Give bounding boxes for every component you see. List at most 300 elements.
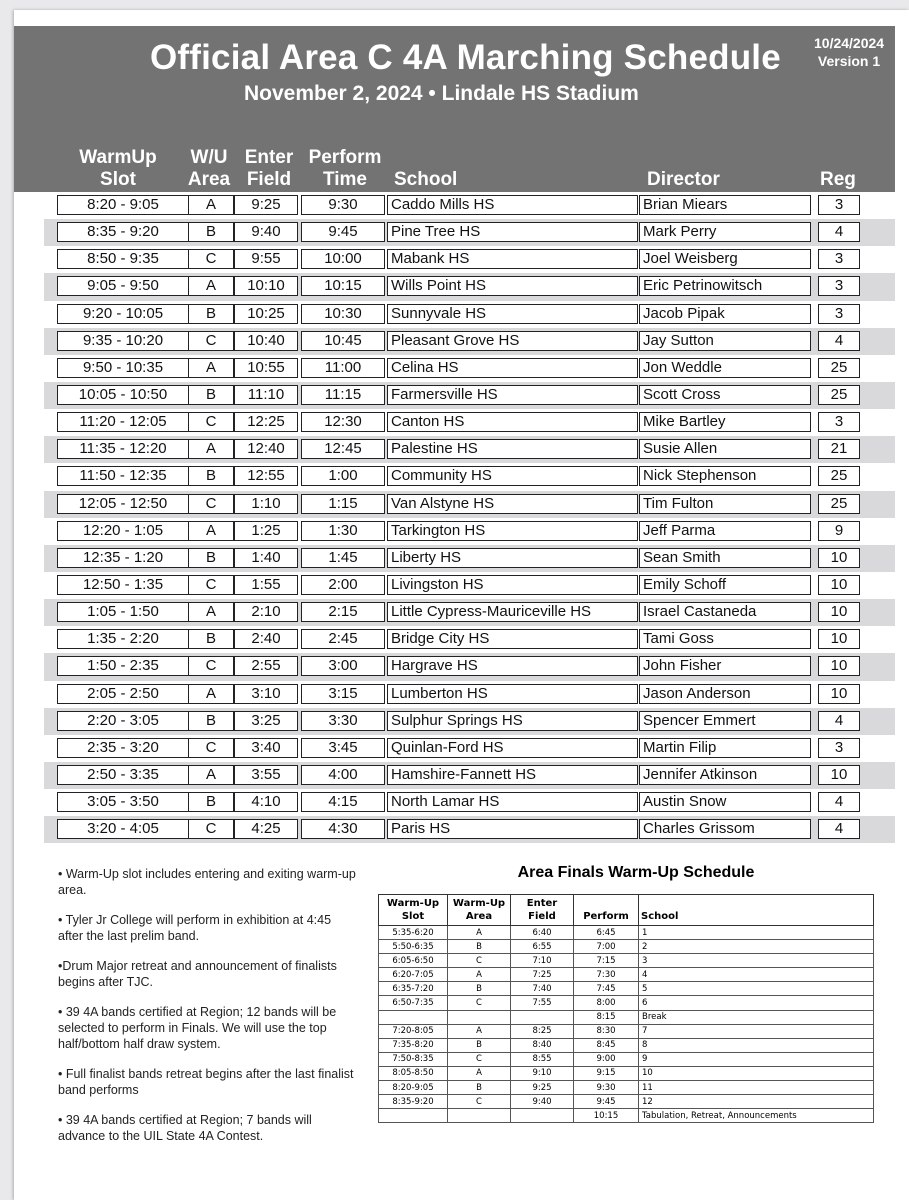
area-cell: C bbox=[188, 249, 234, 269]
area-cell: B bbox=[188, 304, 234, 324]
finals-area-cell: C bbox=[448, 954, 511, 968]
finals-area-cell: C bbox=[448, 1052, 511, 1066]
perform-time-cell: 3:15 bbox=[301, 684, 385, 704]
schedule-row bbox=[44, 735, 895, 762]
finals-perform-cell: 6:45 bbox=[574, 926, 639, 940]
reg-cell: 4 bbox=[818, 792, 860, 812]
finals-area-cell: A bbox=[448, 926, 511, 940]
director-cell: Joel Weisberg bbox=[639, 249, 811, 269]
perform-time-cell: 1:30 bbox=[301, 521, 385, 541]
schedule-row bbox=[44, 219, 895, 246]
enter-field-cell: 10:10 bbox=[234, 276, 298, 296]
finals-area-cell: B bbox=[448, 1038, 511, 1052]
finals-perform-cell: 7:30 bbox=[574, 968, 639, 982]
finals-enter-cell: 7:25 bbox=[511, 968, 574, 982]
finals-enter-cell: 8:55 bbox=[511, 1052, 574, 1066]
area-cell: A bbox=[188, 521, 234, 541]
finals-enter-cell: 7:55 bbox=[511, 996, 574, 1010]
col-header-area bbox=[183, 147, 235, 191]
perform-time-cell: 4:30 bbox=[301, 819, 385, 839]
version-date: 10/24/2024 bbox=[814, 35, 885, 51]
finals-perform-cell: 9:30 bbox=[574, 1081, 639, 1095]
reg-cell: 4 bbox=[818, 819, 860, 839]
finals-table bbox=[378, 894, 874, 1123]
school-cell: Little Cypress-Mauriceville HS bbox=[387, 602, 638, 622]
perform-time-cell: 1:45 bbox=[301, 548, 385, 568]
finals-area-cell: A bbox=[448, 1024, 511, 1038]
finals-school-cell: 4 bbox=[639, 968, 874, 982]
finals-perform-cell: 7:45 bbox=[574, 982, 639, 996]
finals-slot-cell: 5:50-6:35 bbox=[379, 940, 448, 954]
finals-row bbox=[379, 1066, 874, 1080]
warmup-slot-cell: 12:50 - 1:35 bbox=[57, 575, 189, 595]
finals-perform-cell: 10:15 bbox=[574, 1109, 639, 1123]
school-cell: Livingston HS bbox=[387, 575, 638, 595]
reg-cell: 4 bbox=[818, 222, 860, 242]
area-cell: C bbox=[188, 819, 234, 839]
perform-time-cell: 12:45 bbox=[301, 439, 385, 459]
finals-row bbox=[379, 926, 874, 940]
finals-perform-cell: 9:00 bbox=[574, 1052, 639, 1066]
director-cell: Spencer Emmert bbox=[639, 711, 811, 731]
area-cell: A bbox=[188, 684, 234, 704]
finals-col-perform: Perform bbox=[574, 895, 639, 926]
director-cell: Jennifer Atkinson bbox=[639, 765, 811, 785]
finals-row bbox=[379, 1109, 874, 1123]
school-cell: Mabank HS bbox=[387, 249, 638, 269]
finals-col-area-line1: Warm-Up bbox=[452, 898, 506, 909]
schedule-row bbox=[44, 246, 895, 273]
school-cell: Farmersville HS bbox=[387, 385, 638, 405]
version-info bbox=[814, 34, 884, 70]
area-cell: C bbox=[188, 656, 234, 676]
finals-row bbox=[379, 940, 874, 954]
schedule-row bbox=[44, 762, 895, 789]
finals-header-row bbox=[379, 895, 874, 926]
director-cell: Sean Smith bbox=[639, 548, 811, 568]
col-header-enter-line1: Enter bbox=[244, 147, 294, 168]
finals-school-cell: 5 bbox=[639, 982, 874, 996]
warmup-slot-cell: 3:05 - 3:50 bbox=[57, 792, 189, 812]
warmup-slot-cell: 3:20 - 4:05 bbox=[57, 819, 189, 839]
reg-cell: 4 bbox=[818, 331, 860, 351]
col-header-enter-line2: Field bbox=[246, 169, 292, 190]
perform-time-cell: 1:15 bbox=[301, 494, 385, 514]
director-cell: Charles Grissom bbox=[639, 819, 811, 839]
finals-slot-cell bbox=[379, 1109, 448, 1123]
finals-area-cell bbox=[448, 1010, 511, 1024]
finals-slot-cell: 8:20-9:05 bbox=[379, 1081, 448, 1095]
finals-slot-cell: 6:35-7:20 bbox=[379, 982, 448, 996]
director-cell: Jeff Parma bbox=[639, 521, 811, 541]
finals-area-cell: B bbox=[448, 1081, 511, 1095]
schedule-row bbox=[44, 681, 895, 708]
enter-field-cell: 1:25 bbox=[234, 521, 298, 541]
finals-enter-cell: 6:40 bbox=[511, 926, 574, 940]
perform-time-cell: 10:45 bbox=[301, 331, 385, 351]
finals-perform-cell: 8:45 bbox=[574, 1038, 639, 1052]
schedule-row bbox=[44, 301, 895, 328]
finals-slot-cell: 7:50-8:35 bbox=[379, 1052, 448, 1066]
reg-cell: 3 bbox=[818, 304, 860, 324]
warmup-slot-cell: 2:35 - 3:20 bbox=[57, 738, 189, 758]
director-cell: Susie Allen bbox=[639, 439, 811, 459]
warmup-slot-cell: 8:50 - 9:35 bbox=[57, 249, 189, 269]
col-header-perform-line1: Perform bbox=[308, 147, 382, 168]
finals-school-cell: 7 bbox=[639, 1024, 874, 1038]
school-cell: Quinlan-Ford HS bbox=[387, 738, 638, 758]
note-item: • 39 4A bands certified at Region; 12 bands will be selected to perform in Finals. We will use the top half/bottom half draw system. bbox=[58, 1005, 337, 1051]
school-cell: Celina HS bbox=[387, 358, 638, 378]
finals-school-cell: 2 bbox=[639, 940, 874, 954]
schedule-row bbox=[44, 708, 895, 735]
reg-cell: 10 bbox=[818, 629, 860, 649]
note-item: • Tyler Jr College will perform in exhibition at 4:45 after the last prelim band. bbox=[58, 913, 332, 943]
reg-cell: 10 bbox=[818, 765, 860, 785]
schedule-row bbox=[44, 382, 895, 409]
school-cell: Liberty HS bbox=[387, 548, 638, 568]
finals-slot-cell: 6:50-7:35 bbox=[379, 996, 448, 1010]
enter-field-cell: 4:25 bbox=[234, 819, 298, 839]
finals-perform-cell: 9:45 bbox=[574, 1095, 639, 1109]
finals-col-enter-line2: Field bbox=[528, 911, 556, 922]
finals-slot-cell: 6:20-7:05 bbox=[379, 968, 448, 982]
warmup-slot-cell: 11:20 - 12:05 bbox=[57, 412, 189, 432]
enter-field-cell: 3:40 bbox=[234, 738, 298, 758]
enter-field-cell: 11:10 bbox=[234, 385, 298, 405]
col-header-director: Director bbox=[647, 169, 720, 190]
finals-row bbox=[379, 1010, 874, 1024]
warmup-slot-cell: 9:05 - 9:50 bbox=[57, 276, 189, 296]
school-cell: Sulphur Springs HS bbox=[387, 711, 638, 731]
finals-slot-cell: 6:05-6:50 bbox=[379, 954, 448, 968]
area-cell: B bbox=[188, 629, 234, 649]
finals-perform-cell: 8:15 bbox=[574, 1010, 639, 1024]
director-cell: Brian Miears bbox=[639, 195, 811, 215]
reg-cell: 3 bbox=[818, 249, 860, 269]
finals-col-slot-line1: Warm-Up bbox=[386, 898, 440, 909]
finals-title: Area Finals Warm-Up Schedule bbox=[517, 864, 755, 881]
school-cell: Caddo Mills HS bbox=[387, 195, 638, 215]
schedule-row bbox=[44, 491, 895, 518]
finals-area-cell: A bbox=[448, 968, 511, 982]
director-cell: Jason Anderson bbox=[639, 684, 811, 704]
schedule-table bbox=[44, 192, 895, 843]
enter-field-cell: 3:10 bbox=[234, 684, 298, 704]
enter-field-cell: 10:55 bbox=[234, 358, 298, 378]
col-header-reg: Reg bbox=[820, 169, 856, 190]
school-cell: Sunnyvale HS bbox=[387, 304, 638, 324]
finals-school-cell: 11 bbox=[639, 1081, 874, 1095]
warmup-slot-cell: 12:35 - 1:20 bbox=[57, 548, 189, 568]
area-cell: A bbox=[188, 358, 234, 378]
enter-field-cell: 2:40 bbox=[234, 629, 298, 649]
enter-field-cell: 1:55 bbox=[234, 575, 298, 595]
col-header-school: School bbox=[394, 169, 458, 190]
finals-school-cell: 9 bbox=[639, 1052, 874, 1066]
finals-row bbox=[379, 996, 874, 1010]
finals-school-cell: 10 bbox=[639, 1066, 874, 1080]
finals-area-cell bbox=[448, 1109, 511, 1123]
enter-field-cell: 12:40 bbox=[234, 439, 298, 459]
school-cell: Wills Point HS bbox=[387, 276, 638, 296]
area-cell: B bbox=[188, 222, 234, 242]
school-cell: Lumberton HS bbox=[387, 684, 638, 704]
perform-time-cell: 3:45 bbox=[301, 738, 385, 758]
director-cell: Emily Schoff bbox=[639, 575, 811, 595]
schedule-row bbox=[44, 545, 895, 572]
enter-field-cell: 9:40 bbox=[234, 222, 298, 242]
reg-cell: 3 bbox=[818, 276, 860, 296]
perform-time-cell: 12:30 bbox=[301, 412, 385, 432]
finals-school-cell: 8 bbox=[639, 1038, 874, 1052]
area-cell: A bbox=[188, 439, 234, 459]
reg-cell: 10 bbox=[818, 548, 860, 568]
finals-perform-cell: 8:00 bbox=[574, 996, 639, 1010]
finals-row bbox=[379, 1038, 874, 1052]
finals-row bbox=[379, 1095, 874, 1109]
finals-col-school: School bbox=[639, 895, 874, 926]
school-cell: Pleasant Grove HS bbox=[387, 331, 638, 351]
schedule-row bbox=[44, 789, 895, 816]
school-cell: Pine Tree HS bbox=[387, 222, 638, 242]
enter-field-cell: 2:55 bbox=[234, 656, 298, 676]
finals-slot-cell: 8:35-9:20 bbox=[379, 1095, 448, 1109]
warmup-slot-cell: 10:05 - 10:50 bbox=[57, 385, 189, 405]
area-cell: B bbox=[188, 466, 234, 486]
school-cell: Palestine HS bbox=[387, 439, 638, 459]
finals-row bbox=[379, 1081, 874, 1095]
perform-time-cell: 2:45 bbox=[301, 629, 385, 649]
notes-list bbox=[58, 866, 358, 1158]
finals-area-cell: C bbox=[448, 1095, 511, 1109]
perform-time-cell: 2:00 bbox=[301, 575, 385, 595]
director-cell: Tami Goss bbox=[639, 629, 811, 649]
schedule-row bbox=[44, 355, 895, 382]
version-label: Version 1 bbox=[817, 53, 881, 69]
area-cell: B bbox=[188, 711, 234, 731]
school-cell: Hamshire-Fannett HS bbox=[387, 765, 638, 785]
director-cell: Eric Petrinowitsch bbox=[639, 276, 811, 296]
enter-field-cell: 1:10 bbox=[234, 494, 298, 514]
finals-slot-cell: 8:05-8:50 bbox=[379, 1066, 448, 1080]
enter-field-cell: 12:25 bbox=[234, 412, 298, 432]
finals-school-cell: 12 bbox=[639, 1095, 874, 1109]
schedule-row bbox=[44, 192, 895, 219]
director-cell: Jay Sutton bbox=[639, 331, 811, 351]
enter-field-cell: 3:25 bbox=[234, 711, 298, 731]
finals-enter-cell: 7:40 bbox=[511, 982, 574, 996]
finals-col-enter-line1: Enter bbox=[526, 898, 558, 909]
schedule-row bbox=[44, 816, 895, 843]
reg-cell: 3 bbox=[818, 738, 860, 758]
area-cell: B bbox=[188, 385, 234, 405]
school-cell: Van Alstyne HS bbox=[387, 494, 638, 514]
warmup-slot-cell: 2:50 - 3:35 bbox=[57, 765, 189, 785]
schedule-header bbox=[14, 26, 895, 192]
schedule-row bbox=[44, 409, 895, 436]
perform-time-cell: 11:00 bbox=[301, 358, 385, 378]
reg-cell: 3 bbox=[818, 412, 860, 432]
warmup-slot-cell: 1:05 - 1:50 bbox=[57, 602, 189, 622]
reg-cell: 3 bbox=[818, 195, 860, 215]
school-cell: Community HS bbox=[387, 466, 638, 486]
col-header-area-line2: Area bbox=[187, 169, 231, 190]
area-cell: C bbox=[188, 331, 234, 351]
finals-enter-cell bbox=[511, 1109, 574, 1123]
finals-row bbox=[379, 1052, 874, 1066]
col-header-area-line1: W/U bbox=[190, 147, 228, 168]
area-cell: A bbox=[188, 195, 234, 215]
finals-school-cell: 1 bbox=[639, 926, 874, 940]
warmup-slot-cell: 9:35 - 10:20 bbox=[57, 331, 189, 351]
page-subtitle: November 2, 2024 • Lindale HS Stadium bbox=[244, 82, 639, 105]
finals-perform-cell: 7:15 bbox=[574, 954, 639, 968]
finals-section bbox=[372, 850, 900, 1190]
director-cell: John Fisher bbox=[639, 656, 811, 676]
director-cell: Jacob Pipak bbox=[639, 304, 811, 324]
area-cell: C bbox=[188, 575, 234, 595]
finals-school-cell: Break bbox=[639, 1010, 874, 1024]
finals-col-enter bbox=[511, 895, 574, 926]
area-cell: A bbox=[188, 765, 234, 785]
director-cell: Israel Castaneda bbox=[639, 602, 811, 622]
enter-field-cell: 9:55 bbox=[234, 249, 298, 269]
perform-time-cell: 10:00 bbox=[301, 249, 385, 269]
reg-cell: 25 bbox=[818, 466, 860, 486]
perform-time-cell: 2:15 bbox=[301, 602, 385, 622]
finals-enter-cell: 8:40 bbox=[511, 1038, 574, 1052]
finals-enter-cell: 8:25 bbox=[511, 1024, 574, 1038]
reg-cell: 25 bbox=[818, 494, 860, 514]
col-header-perform-line2: Time bbox=[322, 169, 367, 190]
col-header-warmup-line1: WarmUp bbox=[79, 147, 157, 168]
area-cell: B bbox=[188, 548, 234, 568]
note-item: • Full finalist bands retreat begins after the last finalist band performs bbox=[58, 1067, 354, 1097]
finals-enter-cell: 6:55 bbox=[511, 940, 574, 954]
director-cell: Tim Fulton bbox=[639, 494, 811, 514]
perform-time-cell: 10:15 bbox=[301, 276, 385, 296]
reg-cell: 21 bbox=[818, 439, 860, 459]
director-cell: Jon Weddle bbox=[639, 358, 811, 378]
school-cell: North Lamar HS bbox=[387, 792, 638, 812]
finals-col-slot-line2: Slot bbox=[401, 911, 425, 922]
note-item: • Warm-Up slot includes entering and exiting warm-up area. bbox=[58, 867, 356, 897]
director-cell: Austin Snow bbox=[639, 792, 811, 812]
school-cell: Paris HS bbox=[387, 819, 638, 839]
school-cell: Tarkington HS bbox=[387, 521, 638, 541]
finals-col-area bbox=[448, 895, 511, 926]
schedule-row bbox=[44, 653, 895, 680]
reg-cell: 10 bbox=[818, 684, 860, 704]
director-cell: Mike Bartley bbox=[639, 412, 811, 432]
finals-slot-cell bbox=[379, 1010, 448, 1024]
schedule-row bbox=[44, 626, 895, 653]
finals-enter-cell: 9:40 bbox=[511, 1095, 574, 1109]
director-cell: Scott Cross bbox=[639, 385, 811, 405]
finals-enter-cell bbox=[511, 1010, 574, 1024]
finals-enter-cell: 9:25 bbox=[511, 1081, 574, 1095]
perform-time-cell: 4:15 bbox=[301, 792, 385, 812]
reg-cell: 25 bbox=[818, 358, 860, 378]
warmup-slot-cell: 12:05 - 12:50 bbox=[57, 494, 189, 514]
schedule-row bbox=[44, 518, 895, 545]
finals-slot-cell: 7:35-8:20 bbox=[379, 1038, 448, 1052]
school-cell: Canton HS bbox=[387, 412, 638, 432]
director-cell: Mark Perry bbox=[639, 222, 811, 242]
finals-perform-cell: 9:15 bbox=[574, 1066, 639, 1080]
finals-row bbox=[379, 954, 874, 968]
page-title: Official Area C 4A Marching Schedule bbox=[150, 38, 781, 77]
school-cell: Bridge City HS bbox=[387, 629, 638, 649]
finals-slot-cell: 5:35-6:20 bbox=[379, 926, 448, 940]
warmup-slot-cell: 1:50 - 2:35 bbox=[57, 656, 189, 676]
perform-time-cell: 9:30 bbox=[301, 195, 385, 215]
finals-area-cell: B bbox=[448, 982, 511, 996]
reg-cell: 25 bbox=[818, 385, 860, 405]
warmup-slot-cell: 2:20 - 3:05 bbox=[57, 711, 189, 731]
enter-field-cell: 4:10 bbox=[234, 792, 298, 812]
finals-school-cell: Tabulation, Retreat, Announcements bbox=[639, 1109, 874, 1123]
area-cell: A bbox=[188, 276, 234, 296]
schedule-row bbox=[44, 463, 895, 490]
finals-perform-cell: 7:00 bbox=[574, 940, 639, 954]
finals-enter-cell: 9:10 bbox=[511, 1066, 574, 1080]
warmup-slot-cell: 9:50 - 10:35 bbox=[57, 358, 189, 378]
reg-cell: 9 bbox=[818, 521, 860, 541]
director-cell: Nick Stephenson bbox=[639, 466, 811, 486]
reg-cell: 10 bbox=[818, 575, 860, 595]
finals-school-cell: 3 bbox=[639, 954, 874, 968]
finals-area-cell: A bbox=[448, 1066, 511, 1080]
perform-time-cell: 9:45 bbox=[301, 222, 385, 242]
enter-field-cell: 12:55 bbox=[234, 466, 298, 486]
schedule-row bbox=[44, 273, 895, 300]
area-cell: C bbox=[188, 738, 234, 758]
finals-col-slot bbox=[379, 895, 448, 926]
col-header-warmup-slot bbox=[74, 147, 162, 191]
finals-row bbox=[379, 982, 874, 996]
area-cell: C bbox=[188, 494, 234, 514]
finals-area-cell: B bbox=[448, 940, 511, 954]
warmup-slot-cell: 11:50 - 12:35 bbox=[57, 466, 189, 486]
col-header-perform-time bbox=[302, 147, 388, 191]
warmup-slot-cell: 2:05 - 2:50 bbox=[57, 684, 189, 704]
enter-field-cell: 2:10 bbox=[234, 602, 298, 622]
director-cell: Martin Filip bbox=[639, 738, 811, 758]
schedule-row bbox=[44, 599, 895, 626]
note-item: •Drum Major retreat and announcement of finalists begins after TJC. bbox=[58, 959, 337, 989]
enter-field-cell: 10:25 bbox=[234, 304, 298, 324]
warmup-slot-cell: 1:35 - 2:20 bbox=[57, 629, 189, 649]
warmup-slot-cell: 11:35 - 12:20 bbox=[57, 439, 189, 459]
note-item: • 39 4A bands certified at Region; 7 bands will advance to the UIL State 4A Contest. bbox=[58, 1113, 312, 1143]
warmup-slot-cell: 8:35 - 9:20 bbox=[57, 222, 189, 242]
perform-time-cell: 4:00 bbox=[301, 765, 385, 785]
warmup-slot-cell: 8:20 - 9:05 bbox=[57, 195, 189, 215]
reg-cell: 10 bbox=[818, 656, 860, 676]
finals-row bbox=[379, 968, 874, 982]
finals-area-cell: C bbox=[448, 996, 511, 1010]
perform-time-cell: 10:30 bbox=[301, 304, 385, 324]
finals-school-cell: 6 bbox=[639, 996, 874, 1010]
schedule-row bbox=[44, 572, 895, 599]
perform-time-cell: 11:15 bbox=[301, 385, 385, 405]
perform-time-cell: 1:00 bbox=[301, 466, 385, 486]
area-cell: A bbox=[188, 602, 234, 622]
warmup-slot-cell: 9:20 - 10:05 bbox=[57, 304, 189, 324]
finals-enter-cell: 7:10 bbox=[511, 954, 574, 968]
